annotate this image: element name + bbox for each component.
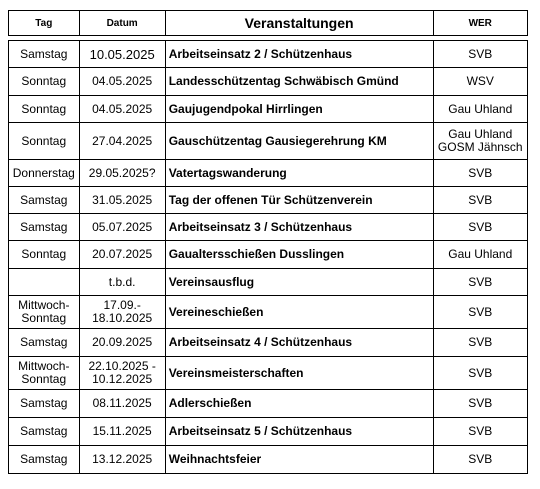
cell-datum: 05.07.2025 <box>79 214 165 241</box>
cell-datum: 20.09.2025 <box>79 329 165 357</box>
table-row <box>9 296 528 329</box>
cell-ver: Landesschützentag Schwäbisch Gmünd <box>165 68 433 96</box>
table-row <box>9 187 528 214</box>
cell-tag: Samstag <box>9 214 80 241</box>
cell-ver: Gaujugendpokal Hirrlingen <box>165 96 433 123</box>
events-table <box>8 40 528 474</box>
cell-datum: 29.05.2025? <box>79 160 165 187</box>
cell-wer: Gau Uhland <box>433 241 527 269</box>
cell-datum: 04.05.2025 <box>79 96 165 123</box>
table-row <box>9 357 528 390</box>
cell-ver: Arbeitseinsatz 3 / Schützenhaus <box>165 214 433 241</box>
table-row <box>9 160 528 187</box>
cell-datum: 15.11.2025 <box>79 418 165 446</box>
cell-wer: SVB <box>433 187 527 214</box>
cell-wer: Gau Uhland GOSM Jähnsch <box>433 123 527 160</box>
cell-tag: Mittwoch- Sonntag <box>9 357 80 390</box>
cell-datum: 20.07.2025 <box>79 241 165 269</box>
table-row <box>9 269 528 296</box>
header-row <box>9 11 528 36</box>
cell-tag: Sonntag <box>9 123 80 160</box>
table-row <box>9 446 528 474</box>
cell-tag: Samstag <box>9 187 80 214</box>
cell-datum: t.b.d. <box>79 269 165 296</box>
header-datum: Datum <box>79 11 165 36</box>
table-row <box>9 96 528 123</box>
cell-wer: SVB <box>433 418 527 446</box>
cell-wer: SVB <box>433 269 527 296</box>
cell-tag: Samstag <box>9 329 80 357</box>
cell-ver: Weihnachtsfeier <box>165 446 433 474</box>
cell-datum: 13.12.2025 <box>79 446 165 474</box>
cell-datum: 04.05.2025 <box>79 68 165 96</box>
cell-wer: SVB <box>433 160 527 187</box>
header-table <box>8 10 528 36</box>
cell-datum: 17.09.- 18.10.2025 <box>79 296 165 329</box>
cell-tag: Samstag <box>9 418 80 446</box>
cell-tag: Sonntag <box>9 68 80 96</box>
cell-datum: 10.05.2025 <box>79 41 165 68</box>
cell-tag <box>9 269 80 296</box>
cell-ver: Arbeitseinsatz 5 / Schützenhaus <box>165 418 433 446</box>
cell-ver: Vereineschießen <box>165 296 433 329</box>
cell-datum: 31.05.2025 <box>79 187 165 214</box>
cell-datum: 22.10.2025 - 10.12.2025 <box>79 357 165 390</box>
cell-tag: Sonntag <box>9 241 80 269</box>
cell-ver: Vatertagswanderung <box>165 160 433 187</box>
header-veranstaltungen: Veranstaltungen <box>165 11 433 36</box>
cell-wer: SVB <box>433 214 527 241</box>
cell-ver: Gaualtersschießen Dusslingen <box>165 241 433 269</box>
cell-wer: SVB <box>433 41 527 68</box>
cell-tag: Samstag <box>9 41 80 68</box>
cell-ver: Arbeitseinsatz 4 / Schützenhaus <box>165 329 433 357</box>
table-row <box>9 390 528 418</box>
cell-ver: Vereinsmeisterschaften <box>165 357 433 390</box>
cell-ver: Vereinsausflug <box>165 269 433 296</box>
cell-wer: SVB <box>433 329 527 357</box>
cell-wer: WSV <box>433 68 527 96</box>
table-row <box>9 123 528 160</box>
cell-wer: SVB <box>433 446 527 474</box>
cell-wer: Gau Uhland <box>433 96 527 123</box>
cell-tag: Donnerstag <box>9 160 80 187</box>
table-row <box>9 241 528 269</box>
table-row <box>9 418 528 446</box>
cell-ver: Tag der offenen Tür Schützenverein <box>165 187 433 214</box>
cell-wer: SVB <box>433 390 527 418</box>
cell-tag: Sonntag <box>9 96 80 123</box>
cell-wer: SVB <box>433 357 527 390</box>
table-row <box>9 214 528 241</box>
cell-datum: 08.11.2025 <box>79 390 165 418</box>
cell-wer: SVB <box>433 296 527 329</box>
header-tag: Tag <box>9 11 80 36</box>
table-row <box>9 68 528 96</box>
table-row <box>9 41 528 68</box>
cell-ver: Gauschützentag Gausiegerehrung KM <box>165 123 433 160</box>
cell-ver: Arbeitseinsatz 2 / Schützenhaus <box>165 41 433 68</box>
cell-tag: Mittwoch- Sonntag <box>9 296 80 329</box>
table-row <box>9 329 528 357</box>
cell-datum: 27.04.2025 <box>79 123 165 160</box>
header-wer: WER <box>433 11 527 36</box>
cell-ver: Adlerschießen <box>165 390 433 418</box>
cell-tag: Samstag <box>9 446 80 474</box>
cell-tag: Samstag <box>9 390 80 418</box>
